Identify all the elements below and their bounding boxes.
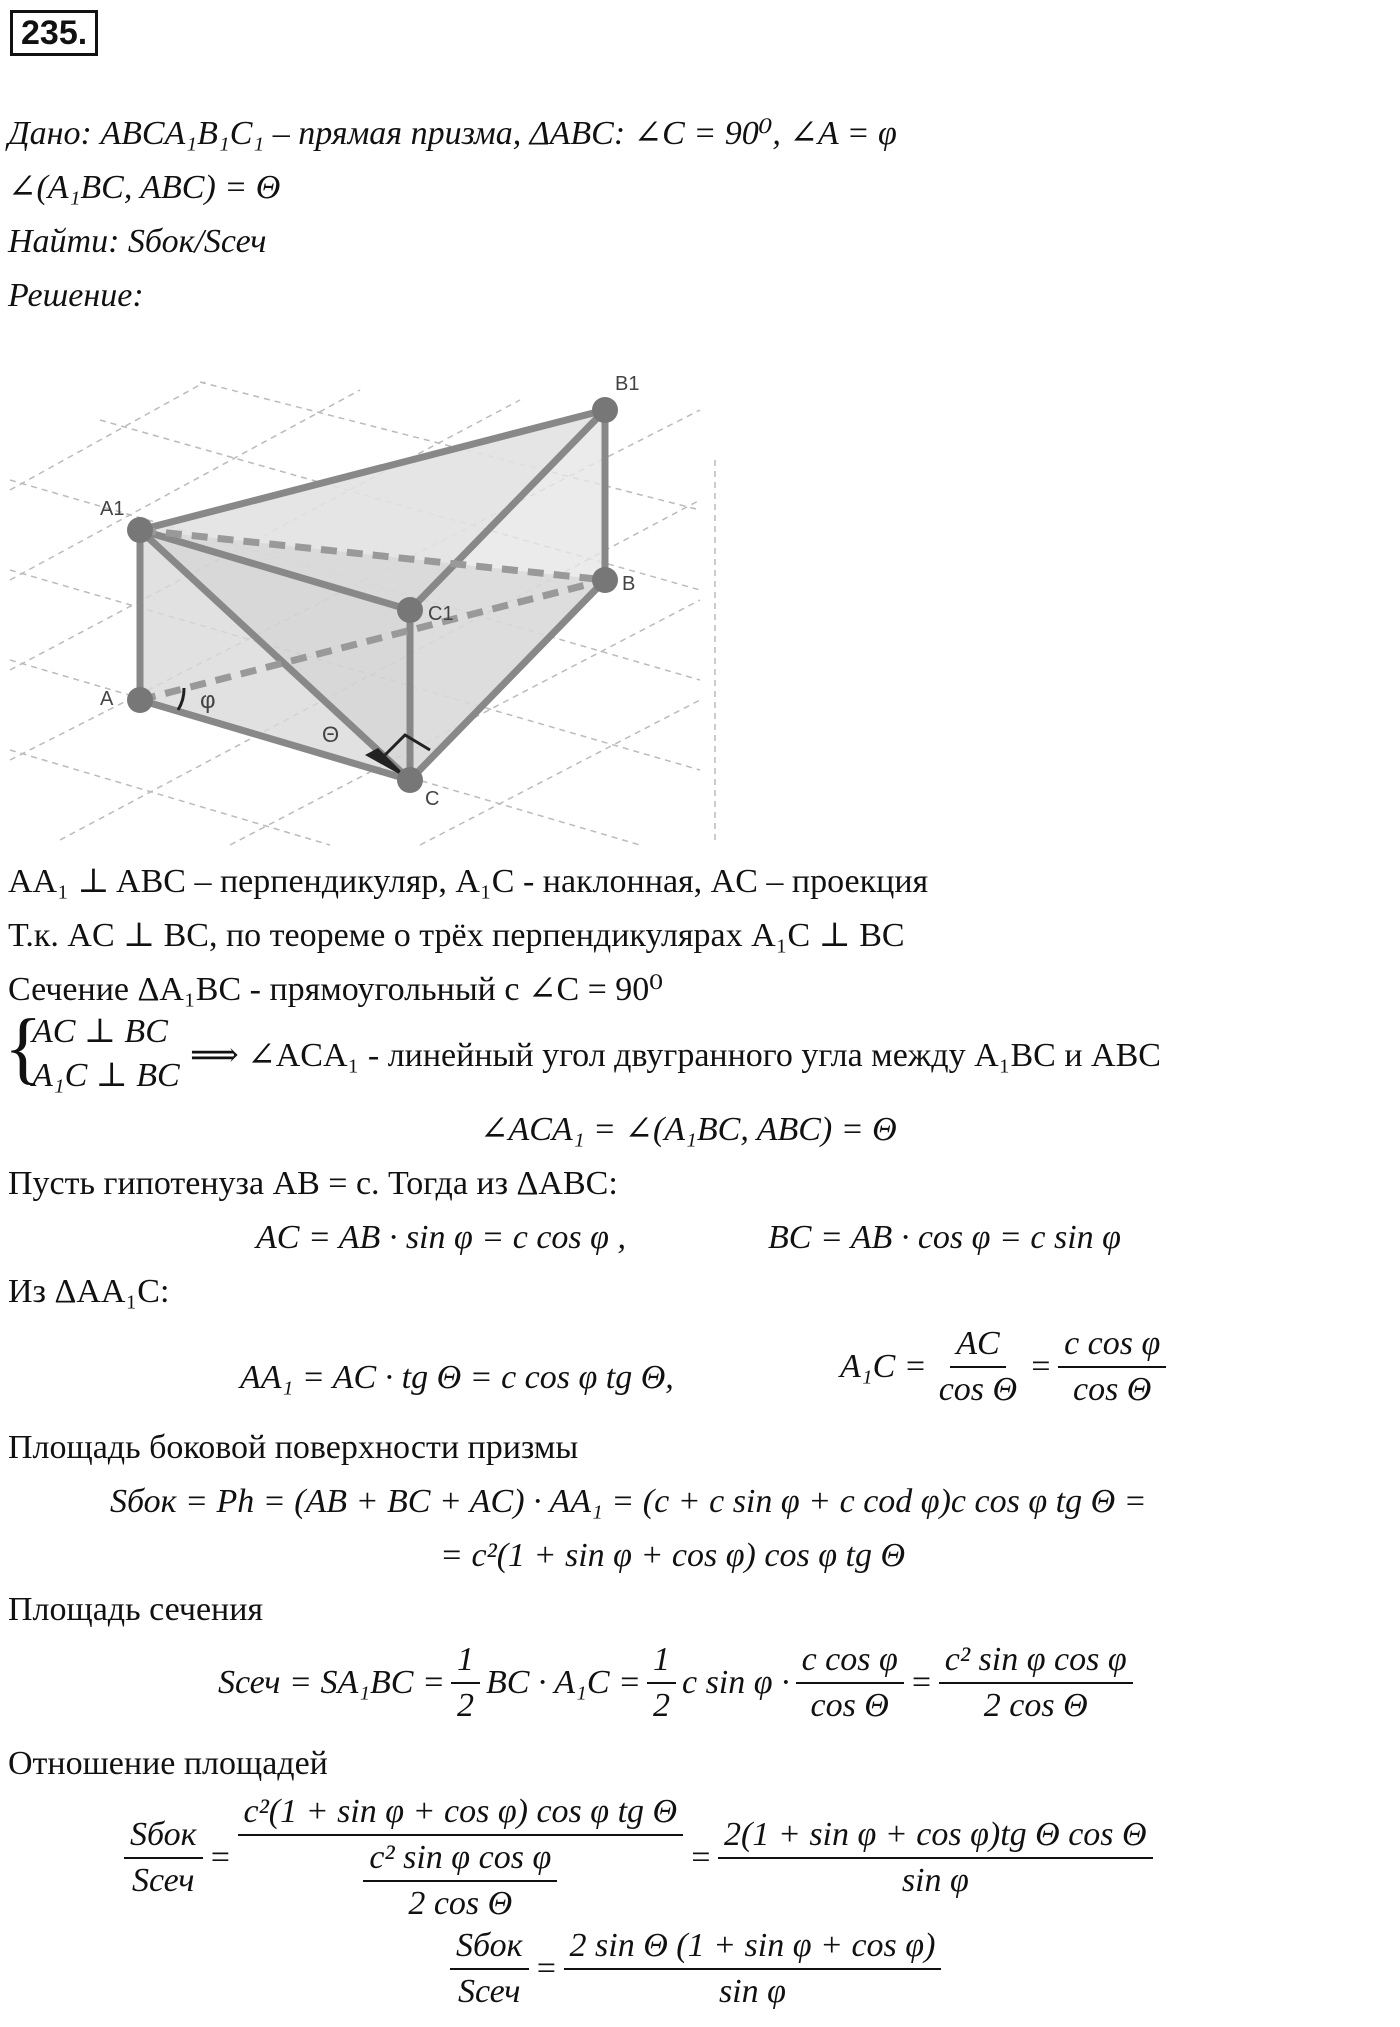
a1c-frac-2 xyxy=(1058,1324,1166,1410)
ratio-right-num: 2(1 + sin φ + cos φ)tg Θ cos Θ xyxy=(718,1815,1153,1859)
section-frac xyxy=(796,1640,904,1726)
label-a1: A1 xyxy=(100,498,125,520)
ratio-left-den: Sсеч xyxy=(132,1862,195,1899)
given-text: : ABCA₁B₁C₁ – прямая призма, ΔABC: ∠C = 90⁰, ∠A = φ xyxy=(80,115,897,152)
half-2-den: 2 xyxy=(652,1687,670,1724)
a1c-frac-1-num: AC xyxy=(950,1324,1005,1368)
section-half-2 xyxy=(647,1640,676,1726)
prism-figure xyxy=(0,370,720,850)
ratio-eq-2: = xyxy=(689,1839,713,1876)
section-mid-2: c sin φ · xyxy=(681,1664,790,1701)
line-a1c xyxy=(840,1324,1172,1410)
ratio-left-num: Sбок xyxy=(124,1815,203,1859)
line-lateral-area-label: Площадь боковой поверхности призмы xyxy=(8,1429,579,1466)
ratio-left xyxy=(124,1815,203,1901)
ratio-right xyxy=(718,1815,1153,1901)
find-text: : Sбок/Sсеч xyxy=(108,223,267,260)
line-section-right: Сечение ΔA₁BC - прямоугольный с ∠C = 90⁰ xyxy=(8,971,663,1008)
section-result xyxy=(939,1640,1133,1726)
solution-label: Решение: xyxy=(8,277,144,314)
line-ratio xyxy=(118,1792,1159,1924)
find-label: Найти xyxy=(8,223,109,260)
label-a: A xyxy=(100,688,114,710)
label-c: C xyxy=(425,788,440,810)
a1c-left: A₁C = xyxy=(840,1348,927,1385)
final-right xyxy=(564,1926,942,2012)
a1c-eq: = xyxy=(1029,1348,1053,1385)
line-aa1: AA₁ = AC · tg Θ = c cos φ tg Θ, xyxy=(240,1359,674,1396)
ratio-big-num: c²(1 + sin φ + cos φ) cos φ tg Θ xyxy=(238,1792,684,1836)
system-brace: { xyxy=(4,1004,43,1092)
ratio-big-den xyxy=(357,1836,563,1924)
label-b: B xyxy=(622,573,636,595)
ratio-inner-frac xyxy=(363,1838,557,1924)
section-half-1 xyxy=(451,1640,480,1726)
label-b1: B1 xyxy=(615,373,640,395)
final-eq: = xyxy=(534,1950,558,1987)
half-1-num: 1 xyxy=(451,1640,480,1684)
ratio-right-den: sin φ xyxy=(901,1862,969,1899)
half-1-den: 2 xyxy=(456,1687,474,1724)
section-frac-num: c cos φ xyxy=(796,1640,904,1684)
line-bc: BC = AB · cos φ = c sin φ xyxy=(768,1219,1121,1256)
ratio-inner-num: c² sin φ cos φ xyxy=(363,1838,557,1882)
final-num: 2 sin Θ (1 + sin φ + cos φ) xyxy=(564,1926,942,1970)
label-c1: C1 xyxy=(428,603,454,625)
line-ratio-label: Отношение площадей xyxy=(8,1745,328,1782)
ratio-big xyxy=(238,1792,684,1924)
final-left xyxy=(450,1926,529,2012)
line-section-area-label: Площадь сечения xyxy=(8,1591,264,1628)
given-label: Дано xyxy=(8,115,81,152)
a1c-frac-2-den: cos Θ xyxy=(1072,1371,1152,1408)
ratio-eq-1: = xyxy=(208,1839,232,1876)
line-three-perpendiculars: Т.к. AC ⊥ BC, по теореме о трёх перпендикулярах A₁C ⊥ BC xyxy=(8,917,905,954)
system-eq-1: AC ⊥ BC xyxy=(32,1013,168,1050)
section-result-den: 2 cos Θ xyxy=(983,1687,1088,1724)
a1c-frac-1 xyxy=(933,1324,1023,1410)
final-den: sin φ xyxy=(718,1973,786,2010)
line-lateral-area: Sбок = Ph = (AB + BC + AC) · AA₁ = (c + c sin φ + c cod φ)c cos φ tg Θ = xyxy=(110,1483,1147,1520)
problem-number: 235. xyxy=(10,10,98,56)
line-lateral-area-2: = c²(1 + sin φ + cos φ) cos φ tg Θ xyxy=(440,1537,906,1574)
a1c-frac-1-den: cos Θ xyxy=(938,1371,1018,1408)
label-theta: Θ xyxy=(322,722,340,747)
label-phi: φ xyxy=(200,687,216,714)
final-left-num: Sбок xyxy=(450,1926,529,1970)
section-result-num: c² sin φ cos φ xyxy=(939,1640,1133,1684)
ratio-inner-den: 2 cos Θ xyxy=(408,1885,513,1922)
given-line-1 xyxy=(8,114,897,154)
system-result: ⟹ ∠ACA₁ - линейный угол двугранного угла между A₁BC и ABC xyxy=(190,1037,1161,1074)
section-frac-den: cos Θ xyxy=(810,1687,889,1724)
final-left-den: Sсеч xyxy=(458,1973,521,2010)
given-line-2: ∠(A₁BC, ABC) = Θ xyxy=(8,169,281,206)
line-final xyxy=(444,1926,947,2012)
line-hypotenuse: Пусть гипотенуза AB = c. Тогда из ΔABC: xyxy=(8,1165,618,1202)
line-ac: AC = AB · sin φ = c cos φ , xyxy=(256,1219,626,1256)
system-eq-2: A₁C ⊥ BC xyxy=(32,1057,180,1094)
line-section-area xyxy=(218,1640,1139,1726)
section-mid: BC · A₁C = xyxy=(485,1664,641,1701)
a1c-frac-2-num: c cos φ xyxy=(1058,1324,1166,1368)
line-perpendicular: AA₁ ⊥ ABC – перпендикуляр, A₁C - наклонная, AC – проекция xyxy=(8,863,929,900)
half-2-num: 1 xyxy=(647,1640,676,1684)
section-eq: = xyxy=(909,1664,933,1701)
line-from-aa1c: Из ΔAA₁C: xyxy=(8,1273,170,1310)
section-left: Sсеч = SA₁BC = xyxy=(218,1664,445,1701)
find-line xyxy=(8,222,266,262)
line-angle-equal: ∠ACA₁ = ∠(A₁BC, ABC) = Θ xyxy=(480,1111,897,1148)
